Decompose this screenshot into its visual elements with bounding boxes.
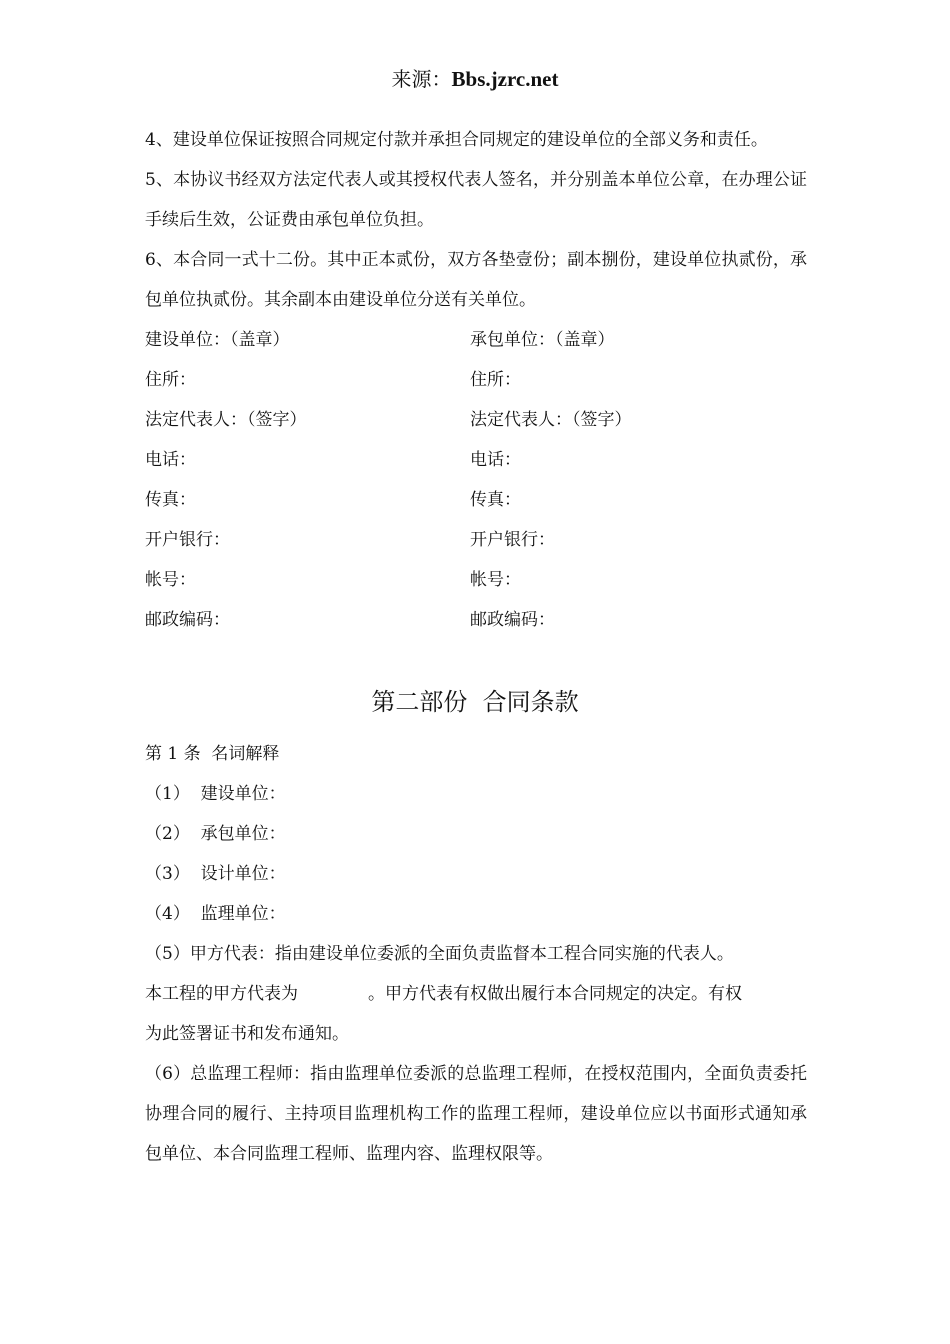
term-employer: （1） 建设单位： <box>145 784 286 804</box>
signature-block <box>145 320 807 640</box>
article-title: 第 1 条 名词解释 <box>145 744 280 764</box>
signature-row-postcode <box>145 600 807 640</box>
signature-row-bank <box>145 520 807 560</box>
contractor-account-label: 帐号： <box>470 570 521 590</box>
document-body <box>145 120 807 1174</box>
employer-phone-label: 电话： <box>145 450 196 470</box>
clause-4: 4、建设单位保证按照合同规定付款并承担合同规定的建设单位的全部义务和责任。 <box>145 130 768 150</box>
signature-row-unit <box>145 320 807 360</box>
term-designer: （3） 设计单位： <box>145 864 286 884</box>
contractor-phone-label: 电话： <box>470 450 521 470</box>
signature-row-representative <box>145 400 807 440</box>
employer-fax-label: 传真： <box>145 490 196 510</box>
employer-postcode-label: 邮政编码： <box>145 610 230 630</box>
contractor-fax-label: 传真： <box>470 490 521 510</box>
clause-5: 5、本协议书经双方法定代表人或其授权代表人签名，并分别盖本单位公章，在办理公证手续后生效，公证费由承包单位负担。 <box>145 170 807 230</box>
term-supervisor: （4） 监理单位： <box>145 904 286 924</box>
signature-row-account <box>145 560 807 600</box>
signature-row-phone <box>145 440 807 480</box>
term-contractor: （2） 承包单位： <box>145 824 286 844</box>
signature-row-fax <box>145 480 807 520</box>
clause-6: 6、本合同一式十二份。其中正本贰份，双方各垫壹份；副本捌份，建设单位执贰份，承包单位执贰份。其余副本由建设单位分送有关单位。 <box>145 250 807 310</box>
term-chief-supervisor: （6）总监理工程师：指由监理单位委派的总监理工程师，在授权范围内，全面负责委托协理合同的履行、主持项目监理机构工作的监理工程师，建设单位应以书面形式通知承包单位、本合同监理工程师、监理内容、监理权限等。 <box>145 1064 807 1164</box>
employer-bank-label: 开户银行： <box>145 530 230 550</box>
term-party-a-representative <box>145 934 807 1054</box>
term5-line2-after: 。甲方代表有权做出履行本合同规定的决定。有权 <box>368 984 742 1004</box>
term5-line2-before: 本工程的甲方代表为 <box>145 984 298 1004</box>
contractor-representative-label: 法定代表人：（签字） <box>470 410 632 430</box>
employer-representative-label: 法定代表人：（签字） <box>145 410 307 430</box>
employer-unit-label: 建设单位：（盖章） <box>145 330 290 350</box>
contractor-unit-label: 承包单位：（盖章） <box>470 330 615 350</box>
employer-account-label: 帐号： <box>145 570 196 590</box>
contractor-address-label: 住所： <box>470 370 521 390</box>
term5-line3: 为此签署证书和发布通知。 <box>145 1024 349 1044</box>
source-label: 来源： <box>391 67 452 91</box>
signature-row-address <box>145 360 807 400</box>
contractor-postcode-label: 邮政编码： <box>470 610 555 630</box>
contractor-bank-label: 开户银行： <box>470 530 555 550</box>
section-title: 第二部份 合同条款 <box>371 688 579 716</box>
employer-address-label: 住所： <box>145 370 196 390</box>
term5-line1: （5）甲方代表：指由建设单位委派的全面负责监督本工程合同实施的代表人。 <box>145 944 734 964</box>
source-site: Bbs.jzrc.net <box>451 67 559 91</box>
page-header <box>0 64 950 94</box>
